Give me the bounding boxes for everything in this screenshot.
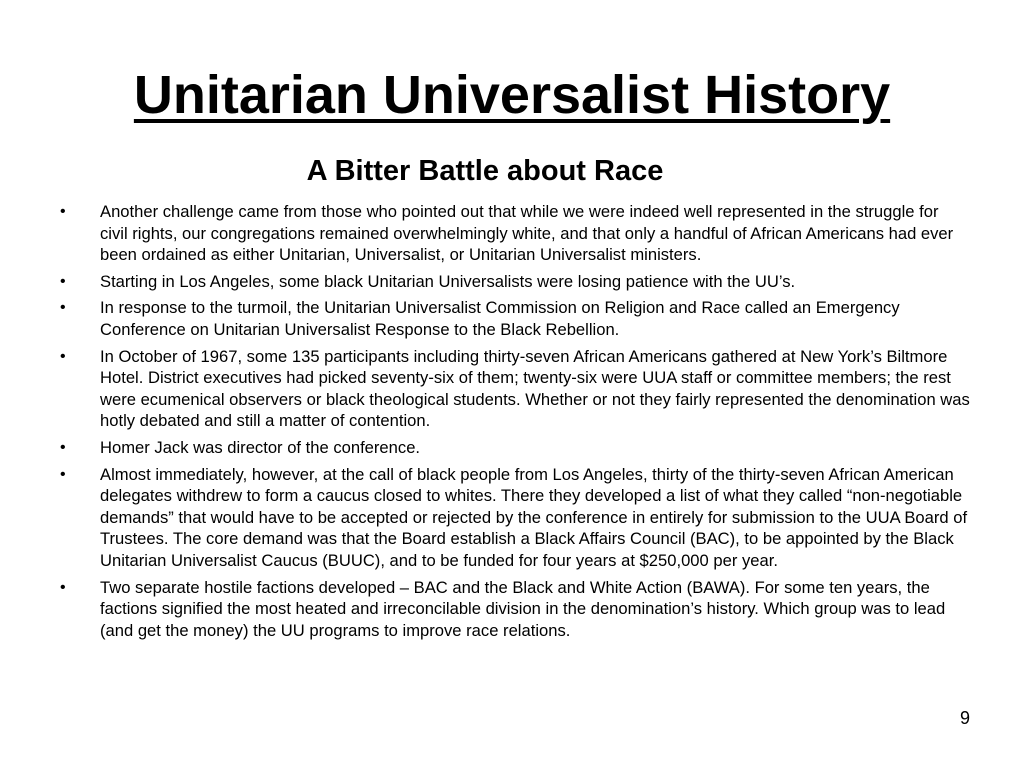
bullet-marker: •	[60, 203, 66, 220]
bullet-item	[58, 577, 970, 642]
bullet-text: In October of 1967, some 135 participants including thirty-seven African Americans gathered at New York’s Biltmore Hotel. District executives had picked seventy-six of them; twenty-six were UUA staff or committee members; the rest were ecumenical observers or black theological students. Whether or not they fairly represented the denomination was hotly debated and still a matter of contention.	[100, 346, 970, 431]
bullet-marker: •	[60, 299, 66, 317]
slide-subtitle: A Bitter Battle about Race	[306, 155, 664, 187]
bullet-text: Homer Jack was director of the conference.	[100, 437, 421, 457]
bullet-item	[58, 297, 970, 340]
bullet-marker: •	[60, 578, 66, 596]
bullet-item	[58, 464, 970, 572]
bullet-text: In response to the turmoil, the Unitarian Universalist Commission on Religion and Race called an Emergency Conference on Unitarian Universalist Response to the Black Rebellion.	[100, 298, 900, 339]
slide-title: Unitarian Universalist History	[133, 65, 891, 125]
bullet-item	[58, 201, 970, 266]
bullet-marker: •	[60, 272, 66, 290]
bullet-item	[58, 271, 970, 293]
bullet-marker: •	[60, 438, 66, 456]
bullet-item	[58, 346, 970, 432]
bullet-text: Another challenge came from those who pointed out that while we were indeed well represented in the struggle for civil rights, our congregations remained overwhelmingly white, and that only a handful of African Americans had ever been ordained as either Unitarian, Universalist, or Unitarian Universalist ministers.	[100, 202, 954, 265]
bullet-marker: •	[60, 347, 66, 365]
bullet-text: Starting in Los Angeles, some black Unitarian Universalists were losing patience with the UU’s.	[100, 271, 796, 291]
bullet-list	[58, 201, 970, 646]
bullet-text: Two separate hostile factions developed – BAC and the Black and White Action (BAWA). For some ten years, the factions signified the most heated and irreconcilable division in the denomination’s history. Which group was to lead (and get the money) the UU programs to improve race relations.	[100, 577, 946, 640]
page-number: 9	[959, 708, 970, 728]
bullet-item	[58, 437, 970, 459]
bullet-text: Almost immediately, however, at the call of black people from Los Angeles, thirty of the thirty-seven African American delegates withdrew to form a caucus closed to whites. There they developed a list of what they called “non-negotiable demands” that would have to be accepted or rejected by the conference in entirely for submission to the UUA Board of Trustees. The core demand was that the Board establish a Black Affairs Council (BAC), to be appointed by the Black Unitarian Universalist Caucus (BUUC), and to be funded for four years at $250,000 per year.	[100, 464, 968, 570]
bullet-marker: •	[60, 465, 66, 483]
